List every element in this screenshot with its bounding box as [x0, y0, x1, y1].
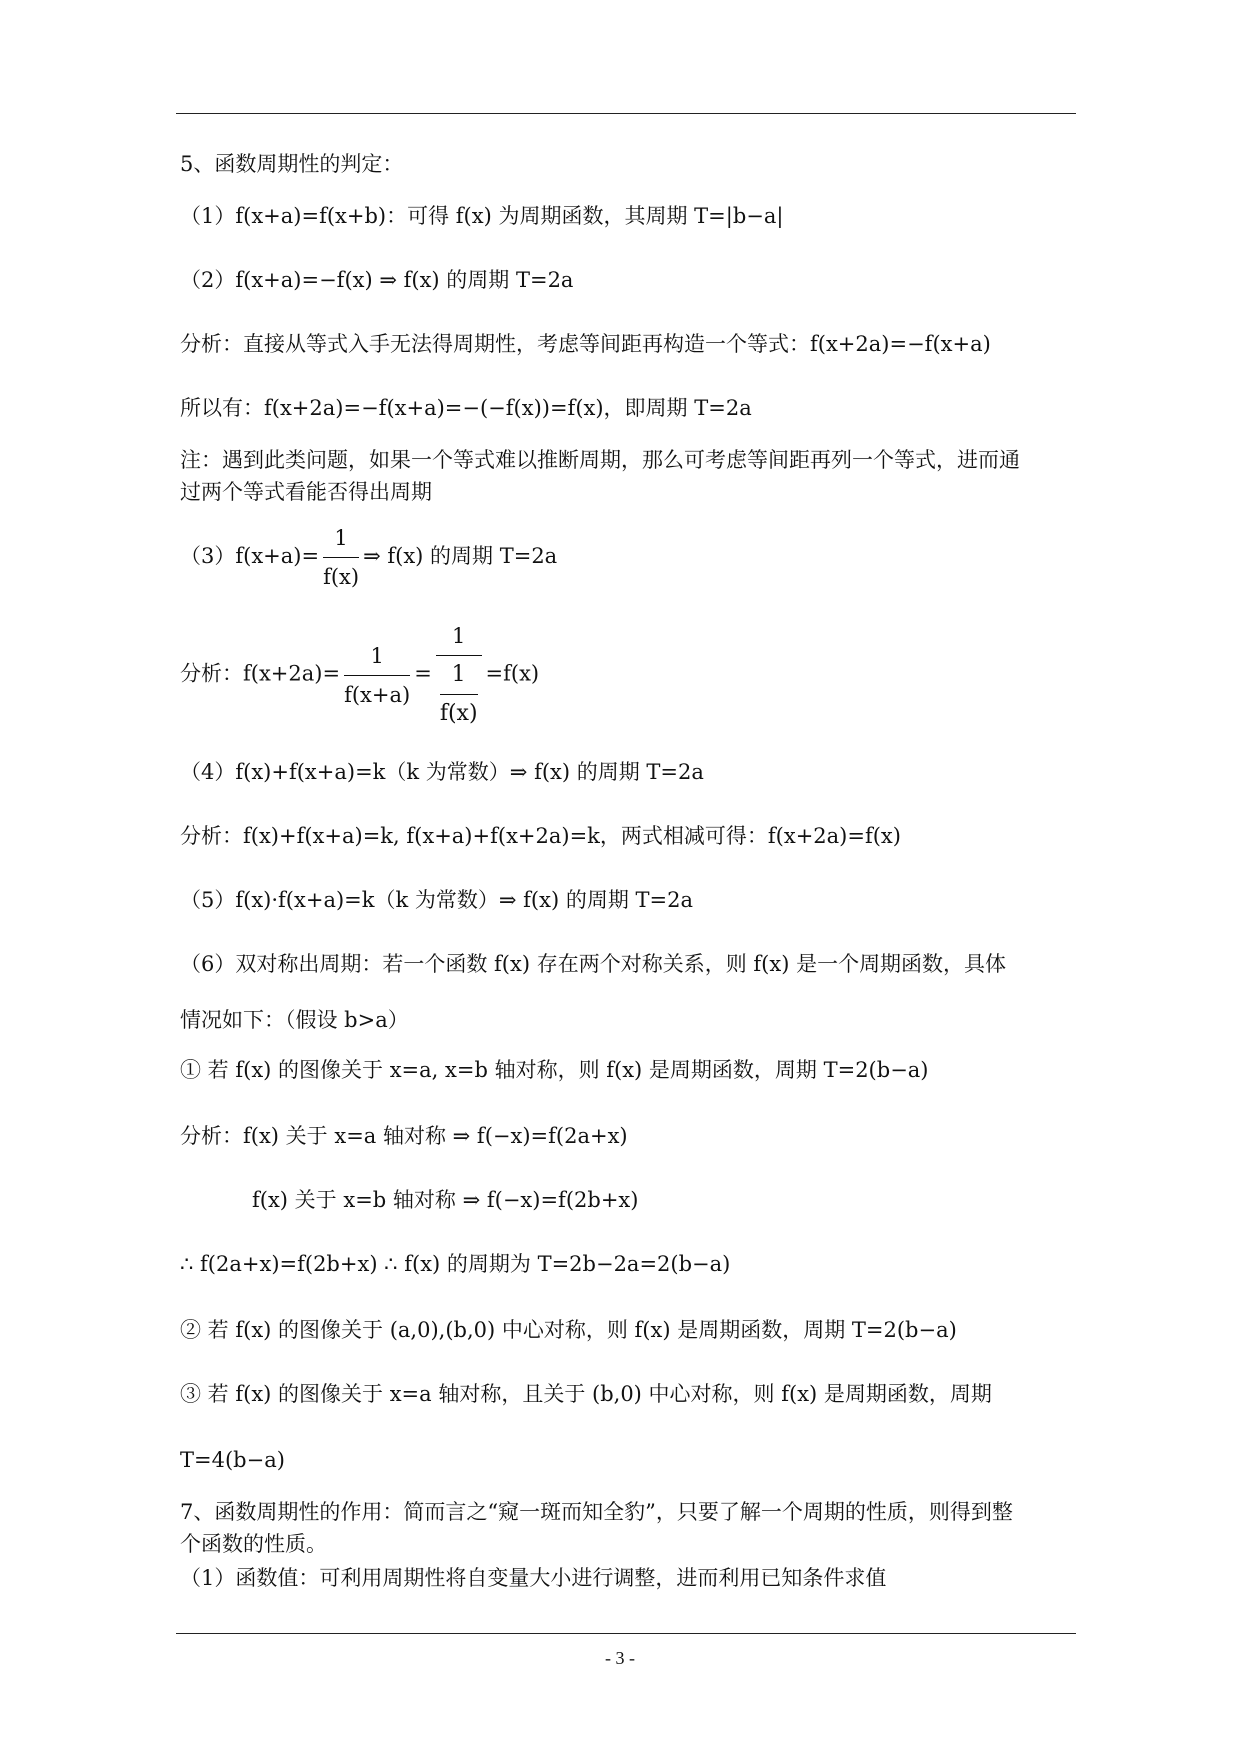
analysis-case-1-line-1: 分析：f(x) 关于 x=a 轴对称 ⇒ f(−x)=f(2a+x) [180, 1124, 628, 1148]
note-line-1: 注：遇到此类问题，如果一个等式难以推断周期，那么可考虑等间距再列一个等式，进而通 [180, 448, 1020, 472]
item-3 [180, 522, 557, 593]
section-7-line-1: 7、函数周期性的作用：简而言之“窥一斑而知全豹”，只要了解一个周期的性质，则得到整 [180, 1500, 1013, 1524]
item-3-suffix: ⇒ f(x) 的周期 T=2a [363, 544, 558, 568]
analysis-2: 分析：直接从等式入手无法得周期性，考虑等间距再构造一个等式：f(x+2a)=−f(x+a) [180, 332, 991, 356]
item-3-numerator: 1 [323, 522, 359, 558]
analysis-case-1-conclusion: ∴ f(2a+x)=f(2b+x) ∴ f(x) 的周期为 T=2b−2a=2(b−a) [180, 1252, 731, 1276]
analysis-3-fraction-2 [436, 620, 482, 730]
analysis-3-equals: = [414, 661, 432, 686]
section-7-line-2: 个函数的性质。 [180, 1532, 327, 1556]
analysis-3-fraction-1-numerator: 1 [344, 640, 410, 676]
header-rule [176, 113, 1076, 114]
conclusion-2: 所以有：f(x+2a)=−f(x+a)=−(−f(x))=f(x)，即周期 T=2a [180, 396, 752, 420]
section-5-heading: 5、函数周期性的判定： [180, 152, 404, 176]
analysis-3-fraction-2-denominator [436, 656, 482, 730]
analysis-3-fraction-1 [344, 640, 410, 711]
analysis-3-prefix: 分析：f(x+2a)= [180, 661, 341, 686]
item-3-prefix: （3）f(x+a)= [180, 544, 320, 568]
item-6-line-1: （6）双对称出周期：若一个函数 f(x) 存在两个对称关系，则 f(x) 是一个周期函数，具体 [180, 952, 1007, 976]
analysis-3-suffix: =f(x) [485, 661, 540, 686]
item-3-denominator: f(x) [323, 565, 360, 589]
analysis-3-fraction-2-numerator: 1 [436, 620, 482, 656]
analysis-case-1-line-2: f(x) 关于 x=b 轴对称 ⇒ f(−x)=f(2b+x) [252, 1188, 639, 1212]
item-5: （5）f(x)·f(x+a)=k（k 为常数）⇒ f(x) 的周期 T=2a [180, 888, 693, 912]
analysis-4: 分析：f(x)+f(x+a)=k, f(x+a)+f(x+2a)=k，两式相减可得：f(x+2a)=f(x) [180, 824, 901, 848]
case-3-line-2: T=4(b−a) [180, 1448, 285, 1472]
case-2: ② 若 f(x) 的图像关于 (a,0),(b,0) 中心对称，则 f(x) 是周期函数，周期 T=2(b−a) [180, 1318, 957, 1342]
item-2: （2）f(x+a)=−f(x) ⇒ f(x) 的周期 T=2a [180, 268, 574, 292]
item-1: （1）f(x+a)=f(x+b)：可得 f(x) 为周期函数，其周期 T=|b−a| [180, 204, 784, 228]
analysis-3 [180, 620, 539, 730]
analysis-3-inner-fraction [440, 659, 478, 730]
case-3-line-1: ③ 若 f(x) 的图像关于 x=a 轴对称，且关于 (b,0) 中心对称，则 f(x) 是周期函数，周期 [180, 1382, 992, 1406]
analysis-3-fraction-1-denominator: f(x+a) [344, 682, 411, 707]
page-number: - 3 - [605, 1648, 635, 1668]
note-line-2: 过两个等式看能否得出周期 [180, 480, 432, 504]
item-3-fraction [323, 522, 359, 593]
analysis-3-inner-numerator: 1 [440, 659, 478, 695]
case-1: ① 若 f(x) 的图像关于 x=a, x=b 轴对称，则 f(x) 是周期函数，周期 T=2(b−a) [180, 1058, 929, 1082]
item-4: （4）f(x)+f(x+a)=k（k 为常数）⇒ f(x) 的周期 T=2a [180, 760, 704, 784]
footer-rule [176, 1633, 1076, 1634]
section-7-item-1: （1）函数值：可利用周期性将自变量大小进行调整，进而利用已知条件求值 [180, 1566, 887, 1590]
analysis-3-inner-denominator: f(x) [439, 701, 478, 726]
item-6-line-2: 情况如下：（假设 b>a） [180, 1008, 409, 1032]
